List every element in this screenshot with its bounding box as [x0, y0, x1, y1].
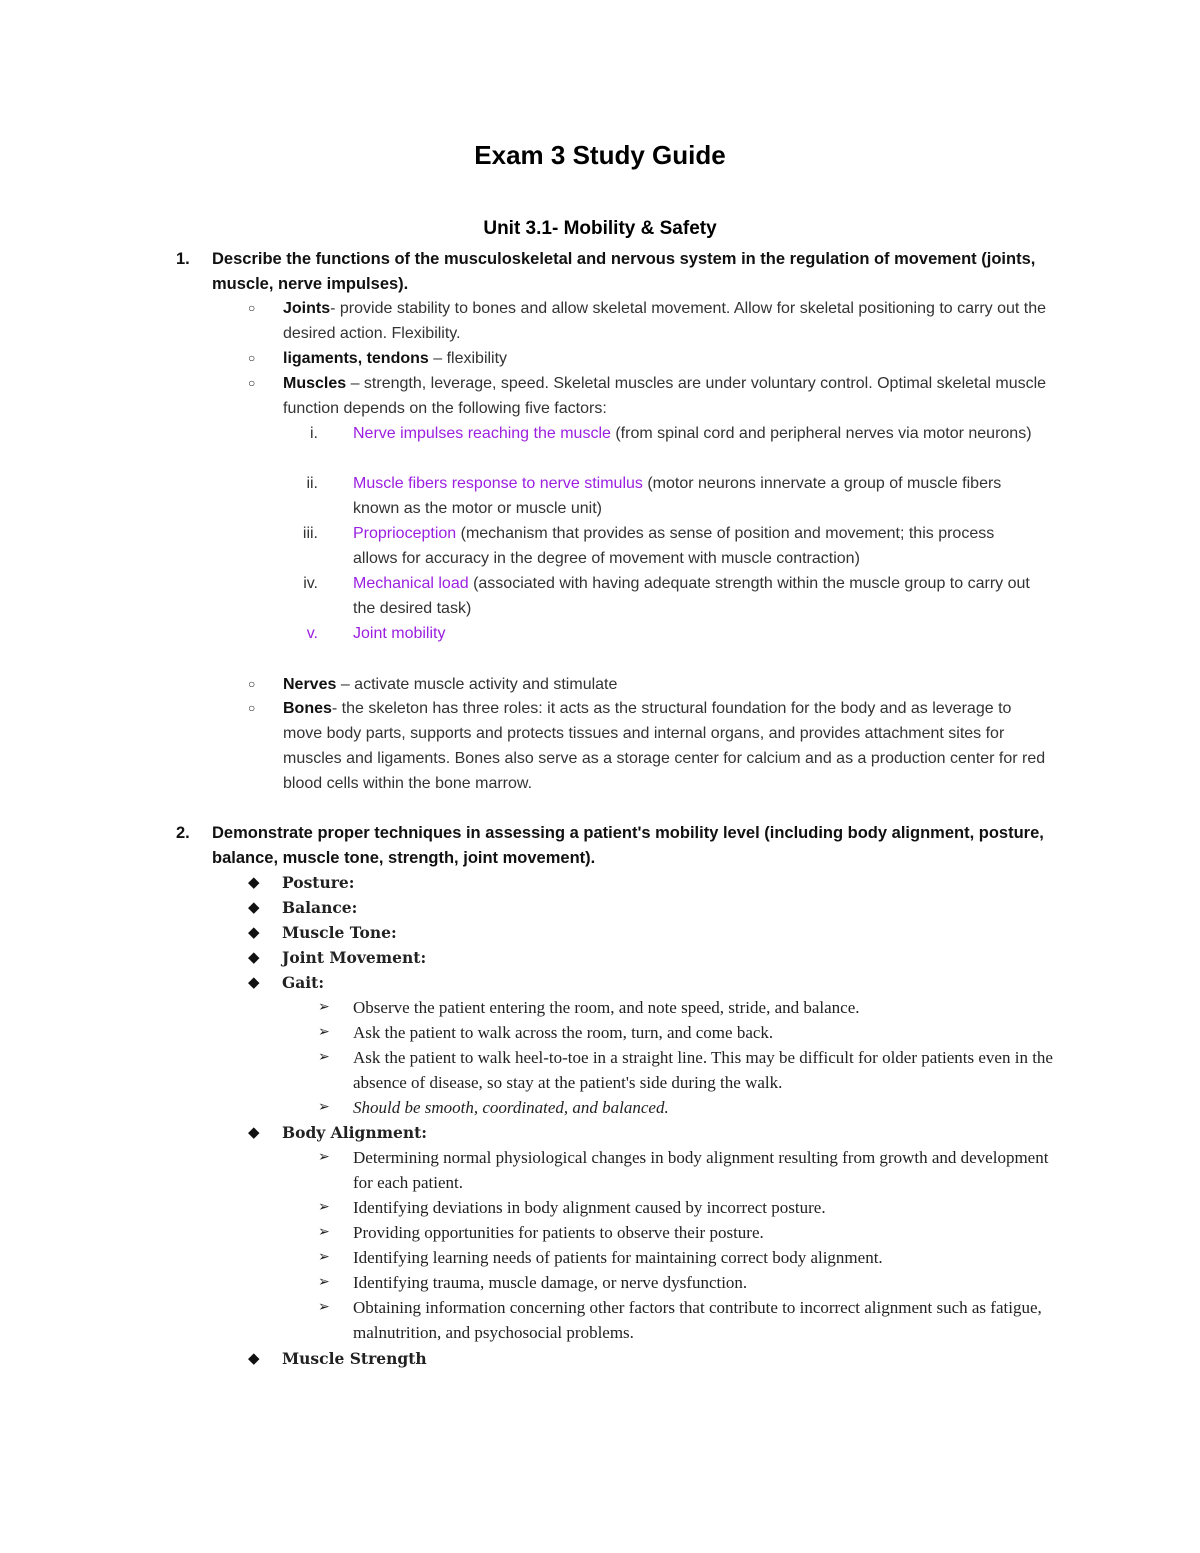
alignment-item	[318, 1145, 1063, 1195]
item-joint-movement	[248, 945, 1048, 970]
bullet-nerves	[248, 672, 1048, 697]
item-label: Joint Movement:	[282, 948, 427, 967]
diamond-bullet-icon: ◆	[248, 1123, 260, 1141]
circle-bullet-icon: ○	[248, 701, 256, 715]
arrow-bullet-icon: ➢	[318, 1024, 330, 1040]
question-1	[176, 247, 1056, 297]
diamond-bullet-icon: ◆	[248, 973, 260, 991]
arrow-bullet-icon: ➢	[318, 1249, 330, 1265]
item-body-alignment	[248, 1120, 1048, 1145]
item-label: Muscle Tone:	[282, 923, 397, 942]
item-gait	[248, 970, 1048, 995]
arrow-bullet-icon: ➢	[318, 1149, 330, 1165]
gait-item	[318, 1045, 1063, 1095]
item-label: Muscle Strength	[282, 1349, 427, 1368]
item-posture	[248, 870, 1048, 895]
question-text: Describe the functions of the musculoskeletal and nervous system in the regulation of movement (joints, muscle, nerve impulses).	[212, 250, 1036, 293]
factor-highlight: Mechanical load	[353, 575, 469, 592]
term-label: Joints	[283, 300, 331, 317]
bullet-bones	[248, 696, 1048, 796]
gait-item-text: Should be smooth, coordinated, and balanced.	[353, 1098, 669, 1117]
alignment-item	[318, 1195, 1063, 1220]
item-muscle-tone	[248, 920, 1048, 945]
factor-highlight: Proprioception	[353, 525, 457, 542]
term-label: Nerves	[283, 676, 337, 693]
circle-bullet-icon: ○	[248, 351, 256, 365]
term-text: - the skeleton has three roles: it acts as the structural foundation for the body and as leverage to move body parts, supports and protects tissues and internal organs, and provides attachment sites for muscles and ligaments. Bones also serve as a storage center for calcium and as a production center for red blood cells within the bone marrow.	[283, 700, 1046, 792]
question-number: 2.	[176, 824, 190, 842]
unit-heading: Unit 3.1- Mobility & Safety	[483, 218, 717, 239]
document-title: Exam 3 Study Guide	[474, 140, 726, 170]
alignment-item-text: Determining normal physiological changes in body alignment resulting from growth and development for each patient.	[353, 1148, 1049, 1192]
alignment-item	[318, 1295, 1063, 1345]
term-text: - provide stability to bones and allow skeletal movement. Allow for skeletal positioning to carry out the desired action. Flexibility.	[283, 300, 1047, 342]
item-label: Body Alignment:	[282, 1123, 428, 1142]
diamond-bullet-icon: ◆	[248, 898, 260, 916]
gait-item	[318, 1020, 1063, 1045]
alignment-item	[318, 1270, 1063, 1295]
gait-item-text: Ask the patient to walk across the room, turn, and come back.	[353, 1023, 774, 1042]
factor-text: (motor neurons innervate a group of muscle fibers known as the motor or muscle unit)	[353, 475, 1002, 517]
roman-numeral: iv.	[303, 575, 318, 592]
bullet-ligaments	[248, 346, 1048, 371]
item-label: Gait:	[282, 973, 325, 992]
question-2	[176, 821, 1056, 871]
factor-highlight: Joint mobility	[353, 625, 446, 642]
roman-numeral: v.	[306, 625, 318, 642]
question-text: Demonstrate proper techniques in assessing a patient's mobility level (including body alignment, posture, balance, muscle tone, strength, joint movement).	[212, 824, 1044, 867]
gait-item-text: Observe the patient entering the room, and note speed, stride, and balance.	[353, 998, 860, 1017]
gait-item	[318, 995, 1063, 1020]
term-label: Bones	[283, 700, 332, 717]
question-number: 1.	[176, 250, 190, 268]
alignment-item-text: Providing opportunities for patients to observe their posture.	[353, 1223, 764, 1242]
factor-text: (from spinal cord and peripheral nerves via motor neurons)	[610, 425, 1032, 442]
factor-item	[290, 571, 1040, 621]
item-muscle-strength	[248, 1346, 1048, 1371]
roman-numeral: ii.	[306, 475, 318, 492]
arrow-bullet-icon: ➢	[318, 999, 330, 1015]
item-balance	[248, 895, 1048, 920]
factor-item	[290, 471, 1040, 521]
roman-numeral: iii.	[302, 525, 318, 542]
alignment-item	[318, 1245, 1063, 1270]
alignment-item-text: Identifying trauma, muscle damage, or nerve dysfunction.	[353, 1273, 748, 1292]
gait-item	[318, 1095, 1063, 1120]
factor-item	[290, 421, 1040, 446]
item-label: Balance:	[282, 898, 358, 917]
arrow-bullet-icon: ➢	[318, 1199, 330, 1215]
alignment-item-text: Identifying deviations in body alignment caused by incorrect posture.	[353, 1198, 826, 1217]
factor-item	[290, 521, 1040, 571]
bullet-muscles	[248, 371, 1048, 421]
arrow-bullet-icon: ➢	[318, 1049, 330, 1065]
alignment-item	[318, 1220, 1063, 1245]
term-text: – strength, leverage, speed. Skeletal muscles are under voluntary control. Optimal skeletal muscle function depends on the following five factors:	[283, 375, 1047, 417]
alignment-item-text: Identifying learning needs of patients for maintaining correct body alignment.	[353, 1248, 883, 1267]
factor-text: (mechanism that provides as sense of position and movement; this process allows for accuracy in the degree of movement with muscle contraction)	[353, 525, 995, 567]
diamond-bullet-icon: ◆	[248, 873, 260, 891]
arrow-bullet-icon: ➢	[318, 1224, 330, 1240]
item-label: Posture:	[282, 873, 355, 892]
arrow-bullet-icon: ➢	[318, 1299, 330, 1315]
circle-bullet-icon: ○	[248, 301, 256, 315]
term-label: ligaments, tendons	[283, 350, 429, 367]
arrow-bullet-icon: ➢	[318, 1274, 330, 1290]
circle-bullet-icon: ○	[248, 376, 256, 390]
factor-text: (associated with having adequate strength within the muscle group to carry out the desired task)	[353, 575, 1030, 617]
term-text: – flexibility	[428, 350, 508, 367]
diamond-bullet-icon: ◆	[248, 923, 260, 941]
circle-bullet-icon: ○	[248, 677, 256, 691]
factor-highlight: Nerve impulses reaching the muscle	[353, 425, 611, 442]
gait-item-text: Ask the patient to walk heel-to-toe in a straight line. This may be difficult for older patients even in the absence of disease, so stay at the patient's side during the walk.	[353, 1048, 1053, 1092]
roman-numeral: i.	[310, 425, 318, 442]
term-label: Muscles	[283, 375, 347, 392]
factor-item	[290, 621, 1040, 646]
alignment-item-text: Obtaining information concerning other factors that contribute to incorrect alignment such as fatigue, malnutrition, and psychosocial problems.	[353, 1298, 1042, 1342]
diamond-bullet-icon: ◆	[248, 1349, 260, 1367]
diamond-bullet-icon: ◆	[248, 948, 260, 966]
arrow-bullet-icon: ➢	[318, 1099, 330, 1115]
term-text: – activate muscle activity and stimulate	[336, 676, 618, 693]
bullet-joints	[248, 296, 1048, 346]
factor-highlight: Muscle fibers response to nerve stimulus	[353, 475, 643, 492]
